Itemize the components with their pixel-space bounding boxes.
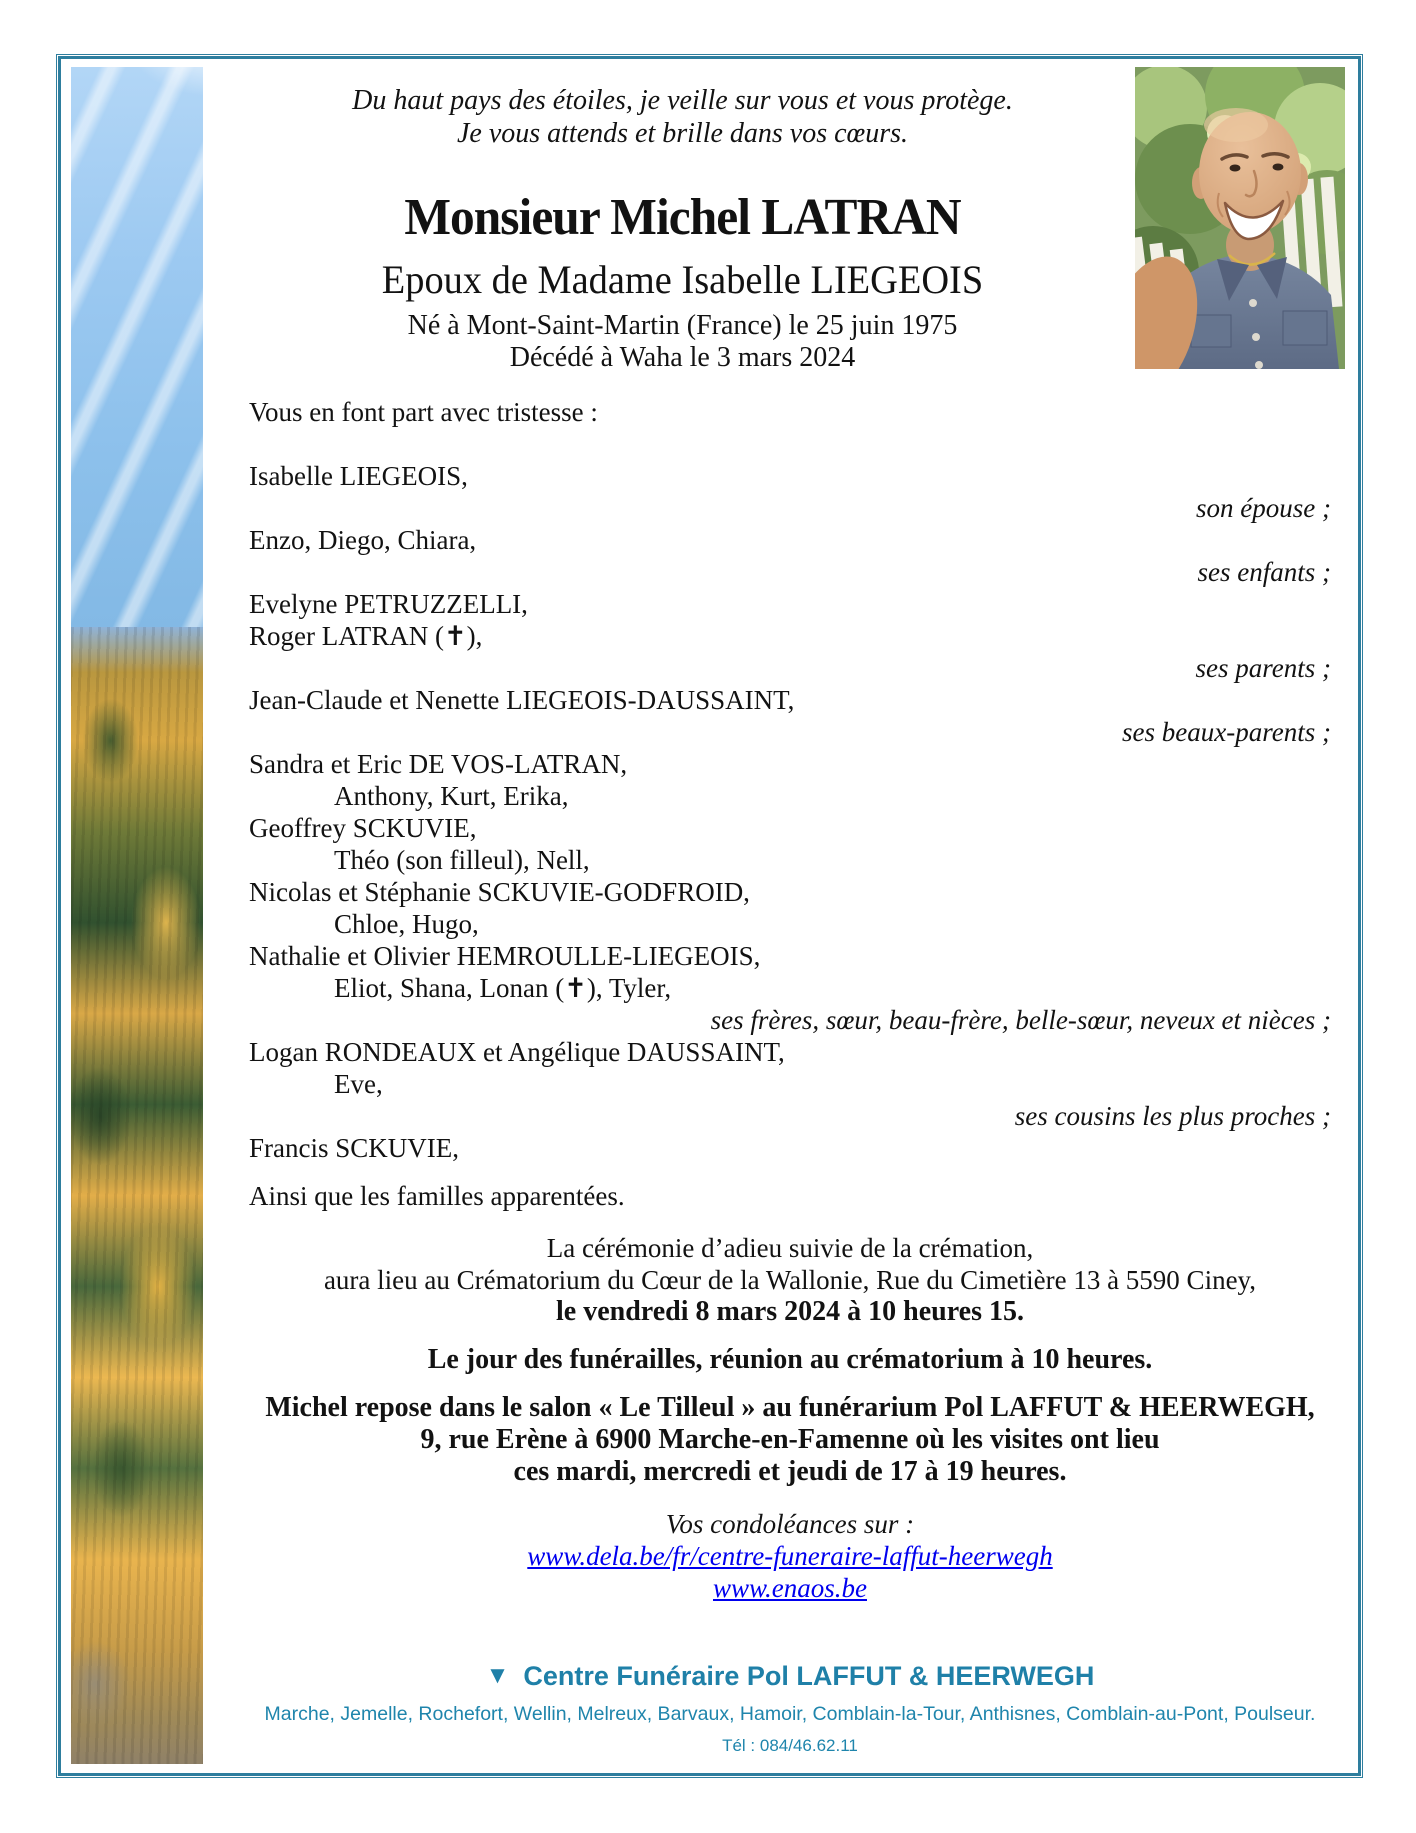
family-name-line: Sandra et Eric DE VOS-LATRAN, <box>249 749 628 779</box>
meeting-line: Le jour des funérailles, réunion au crématorium à 10 heures. <box>427 1344 1153 1375</box>
triangle-down-logo-icon: ▼ <box>485 1662 510 1689</box>
ceremony-block <box>249 1232 1331 1328</box>
ceremony-line-2: aura lieu au Crématorium du Cœur de la Wallonie, Rue du Cimetière 13 à 5590 Ciney, <box>323 1265 1257 1295</box>
epigraph-line-1: Du haut pays des étoiles, je veille sur vous et vous protège. <box>352 85 1013 116</box>
repose-block <box>249 1392 1331 1488</box>
deceased-name-title: Monsieur Michel LATRAN <box>404 189 961 246</box>
repose-line-3: ces mardi, mercredi et jeudi de 17 à 19 heures. <box>513 1456 1067 1487</box>
portrait-photo <box>1135 67 1345 369</box>
family-name-line: Francis SCKUVIE, <box>249 1133 459 1163</box>
condolence-link-dela[interactable]: www.dela.be/fr/centre-funeraire-laffut-heerwegh <box>527 1541 1053 1571</box>
repose-line-2: 9, rue Erène à 6900 Marche-en-Famenne où les visites ont lieu <box>420 1424 1160 1455</box>
repose-line-1: Michel repose dans le salon « Le Tilleul » au funérarium Pol LAFFUT & HEERWEGH, <box>265 1392 1315 1423</box>
family-name-line: Nathalie et Olivier HEMROULLE-LIEGEOIS, <box>249 941 761 971</box>
sky-rays-image <box>71 67 203 627</box>
family-name-line: Roger LATRAN (✝), <box>249 621 483 651</box>
epigraph-line-2: Je vous attends et brille dans vos cœurs. <box>456 118 909 149</box>
brand-name: Centre Funéraire Pol LAFFUT & HEERWEGH <box>523 1661 1095 1691</box>
family-name-line: Nicolas et Stéphanie SCKUVIE-GODFROID, <box>249 877 750 907</box>
relation-line: ses enfants ; <box>1197 557 1331 587</box>
family-name-line: Geoffrey SCKUVIE, <box>249 813 477 843</box>
family-name-line: Enzo, Diego, Chiara, <box>249 525 477 555</box>
announcement-intro: Vous en font part avec tristesse : <box>249 397 598 427</box>
relation-line: ses cousins les plus proches ; <box>1014 1101 1331 1131</box>
family-name-line: Eliot, Shana, Lonan (✝), Tyler, <box>334 973 672 1003</box>
relation-line: ses beaux-parents ; <box>1122 717 1331 747</box>
relation-line: ses frères, sœur, beau-frère, belle-sœur, neveux et nièces ; <box>710 1005 1331 1035</box>
condolences-block <box>249 1508 1331 1604</box>
autumn-forest-image <box>71 627 203 1764</box>
ceremony-line-3: le vendredi 8 mars 2024 à 10 heures 15. <box>556 1296 1024 1327</box>
funeral-home-brand <box>249 1656 1331 1698</box>
birth-line: Né à Mont-Saint-Martin (France) le 25 juin 1975 <box>407 310 958 341</box>
death-line: Décédé à Waha le 3 mars 2024 <box>509 342 856 373</box>
spouse-line: Epoux de Madame Isabelle LIEGEOIS <box>381 257 984 302</box>
condolence-link-enaos[interactable]: www.enaos.be <box>713 1573 867 1603</box>
family-closing: Ainsi que les familles apparentées. <box>249 1181 625 1211</box>
relation-line: son épouse ; <box>1196 493 1331 523</box>
condolences-label: Vos condoléances sur : <box>665 1509 915 1539</box>
family-name-line: Jean-Claude et Nenette LIEGEOIS-DAUSSAINT, <box>249 685 795 715</box>
family-name-line: Eve, <box>334 1069 383 1099</box>
family-name-line: Anthony, Kurt, Erika, <box>334 781 569 811</box>
phone-line: Tél : 084/46.62.11 <box>722 1736 858 1755</box>
ceremony-line-1: La cérémonie d’adieu suivie de la crémation, <box>546 1233 1034 1263</box>
family-name-line: Chloe, Hugo, <box>334 909 479 939</box>
family-name-line: Logan RONDEAUX et Angélique DAUSSAINT, <box>249 1037 785 1067</box>
family-name-line: Evelyne PETRUZZELLI, <box>249 589 528 619</box>
forest-photo-strip <box>71 67 203 1764</box>
relation-line: ses parents ; <box>1195 653 1331 683</box>
locations-line: Marche, Jemelle, Rochefort, Wellin, Melreux, Barvaux, Hamoir, Comblain-la-Tour, Anthisnes, Comblain-au-Pont, Poulseur. <box>264 1703 1316 1725</box>
family-name-line: Isabelle LIEGEOIS, <box>249 461 468 491</box>
family-list <box>249 460 1331 1164</box>
family-name-line: Théo (son filleul), Nell, <box>334 845 590 875</box>
